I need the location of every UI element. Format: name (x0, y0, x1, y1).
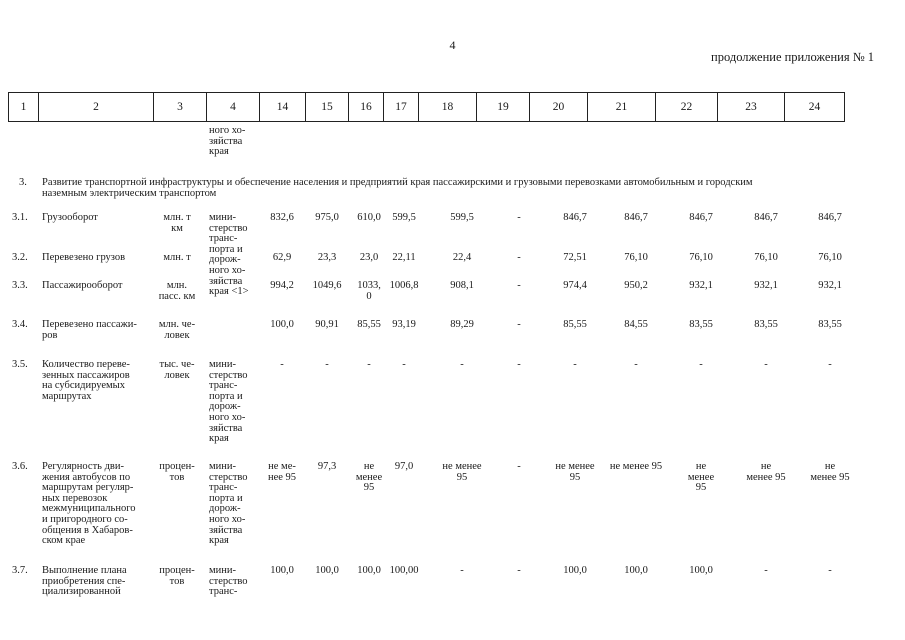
indicator-value: 84,55 (624, 319, 648, 330)
indicator-value: - (517, 252, 521, 263)
header-cell: 16 (349, 93, 384, 122)
indicator-value: - (325, 359, 329, 370)
unit-of-measure: млн. пасс. км (158, 280, 196, 302)
indicator-value: 950,2 (624, 280, 648, 291)
indicator-value: 23,3 (317, 252, 337, 263)
header-row (9, 93, 845, 122)
indicator-value: 76,10 (624, 252, 648, 263)
indicator-value: - (280, 359, 284, 370)
indicator-value: 846,7 (754, 212, 778, 223)
indicator-value: - (517, 359, 521, 370)
indicator-value: 100,00 (389, 565, 419, 576)
indicator-name: Пассажирооборот (42, 280, 123, 291)
indicator-value: 908,1 (450, 280, 474, 291)
header-cell: 15 (306, 93, 349, 122)
indicator-value: - (573, 359, 577, 370)
indicator-name: Регулярность дви- жения автобусов по маршрутам регуляр- ных перевозок межмуниципального и пригородного со- общения в Хабаров- ском крае (42, 461, 136, 547)
indicator-value: 599,5 (392, 212, 416, 223)
indicator-value: не менее 95 (810, 461, 850, 483)
indicator-value: 22,11 (392, 252, 416, 263)
indicator-value: - (517, 319, 521, 330)
indicator-value: не менее 95 (442, 461, 482, 483)
executor: мини- стерство транс- (209, 565, 248, 598)
indicator-value: - (517, 461, 521, 472)
unit-of-measure: млн. че- ловек (158, 319, 196, 341)
indicator-value: 89,29 (450, 319, 474, 330)
indicator-value: 599,5 (450, 212, 474, 223)
indicator-value: 975,0 (315, 212, 339, 223)
indicator-value: 846,7 (818, 212, 842, 223)
executor: мини- стерство транс- порта и дорож- ного хо- зяйства края (209, 359, 248, 445)
indicator-value: 100,0 (563, 565, 587, 576)
header-cell: 19 (477, 93, 530, 122)
header-cell: 2 (39, 93, 154, 122)
continued-executor-text: ного хо- зяйства края (209, 125, 246, 158)
header-cell: 3 (154, 93, 207, 122)
indicator-value: - (517, 565, 521, 576)
indicator-value: 22,4 (452, 252, 472, 263)
continuation-label: продолжение приложения № 1 (711, 50, 874, 64)
indicator-value: 932,1 (818, 280, 842, 291)
indicator-value: не менее 95 (555, 461, 595, 483)
indicator-value: 83,55 (754, 319, 778, 330)
indicator-value: 97,3 (317, 461, 337, 472)
row-number: 3.6. (12, 461, 28, 472)
indicator-value: 100,0 (689, 565, 713, 576)
unit-of-measure: тыс. че- ловек (159, 359, 195, 381)
indicator-value: 100,0 (357, 565, 381, 576)
indicator-value: - (634, 359, 638, 370)
indicator-value: 100,0 (270, 319, 294, 330)
indicator-value: 23,0 (359, 252, 379, 263)
indicator-value: 72,51 (563, 252, 587, 263)
indicator-value: 76,10 (754, 252, 778, 263)
indicator-value: 994,2 (270, 280, 294, 291)
indicator-value: 932,1 (754, 280, 778, 291)
indicator-value: 100,0 (315, 565, 339, 576)
row-number: 3.4. (12, 319, 28, 330)
indicator-value: 1049,6 (312, 280, 342, 291)
header-cell: 18 (419, 93, 477, 122)
indicator-value: 83,55 (689, 319, 713, 330)
executor: мини- стерство транс- порта и дорож- ного хо- зяйства края <1> (209, 212, 249, 298)
indicator-name: Выполнение плана приобретения спе- циализированной (42, 565, 127, 598)
header-cell: 14 (260, 93, 306, 122)
indicator-value: 97,0 (394, 461, 414, 472)
indicator-name: Грузооборот (42, 212, 98, 223)
header-cell: 17 (384, 93, 419, 122)
indicator-value: - (460, 359, 464, 370)
unit-of-measure: процен- тов (159, 565, 195, 587)
indicator-value: - (828, 565, 832, 576)
unit-of-measure: млн. т км (163, 212, 191, 234)
header-cell: 24 (785, 93, 845, 122)
row-number: 3.2. (12, 252, 28, 263)
header-cell: 20 (530, 93, 588, 122)
row-number: 3.7. (12, 565, 28, 576)
page-number: 4 (449, 38, 456, 52)
indicator-name: Перевезено грузов (42, 252, 126, 263)
indicator-value: не менее 95 (687, 461, 715, 494)
section-title-line-1: Развитие транспортной инфраструктуры и обеспечение населения и предприятий края пассажирскими и грузовыми перевозками автомобильным и городским (42, 177, 753, 188)
indicator-value: 1006,8 (389, 280, 419, 291)
indicator-value: 76,10 (818, 252, 842, 263)
indicator-value: - (828, 359, 832, 370)
indicator-value: 62,9 (272, 252, 292, 263)
indicator-value: 76,10 (689, 252, 713, 263)
indicator-value: - (764, 565, 768, 576)
row-number: 3.3. (12, 280, 28, 291)
header-cell: 22 (656, 93, 718, 122)
indicator-value: не менее 95 (355, 461, 383, 494)
indicator-value: - (367, 359, 371, 370)
row-number: 3.1. (12, 212, 28, 223)
indicator-value: 83,55 (818, 319, 842, 330)
indicator-value: - (517, 280, 521, 291)
header-cell: 23 (718, 93, 785, 122)
header-row-table (8, 92, 845, 122)
indicator-value: 85,55 (563, 319, 587, 330)
indicator-value: 85,55 (357, 319, 381, 330)
indicator-value: не менее 95 (746, 461, 786, 483)
indicator-value: 90,91 (315, 319, 339, 330)
indicator-value: 1033, 0 (357, 280, 381, 302)
unit-of-measure: процен- тов (159, 461, 195, 483)
header-cell: 1 (9, 93, 39, 122)
indicator-value: 846,7 (563, 212, 587, 223)
header-cell: 21 (588, 93, 656, 122)
indicator-value: 974,4 (563, 280, 587, 291)
indicator-value: 846,7 (624, 212, 648, 223)
indicator-value: 610,0 (357, 212, 381, 223)
executor: мини- стерство транс- порта и дорож- ного хо- зяйства края (209, 461, 248, 547)
indicator-value: - (764, 359, 768, 370)
indicator-value: - (402, 359, 406, 370)
indicator-value: - (517, 212, 521, 223)
indicator-value: 832,6 (270, 212, 294, 223)
indicator-value: - (460, 565, 464, 576)
indicator-value: 846,7 (689, 212, 713, 223)
row-number: 3.5. (12, 359, 28, 370)
indicator-name: Количество переве- зенных пассажиров на субсидируемых маршрутах (42, 359, 130, 402)
header-cell: 4 (207, 93, 260, 122)
indicator-value: 932,1 (689, 280, 713, 291)
indicator-value: 100,0 (624, 565, 648, 576)
indicator-value: 93,19 (392, 319, 416, 330)
unit-of-measure: млн. т (163, 252, 191, 263)
indicator-name: Перевезено пассажи- ров (42, 319, 137, 341)
indicator-value: - (699, 359, 703, 370)
section-number: 3. (19, 177, 27, 188)
section-title-line-2: наземным электрическим транспортом (42, 188, 217, 199)
indicator-value: не менее 95 (609, 461, 663, 472)
indicator-value: не ме- нее 95 (267, 461, 297, 483)
indicator-value: 100,0 (270, 565, 294, 576)
